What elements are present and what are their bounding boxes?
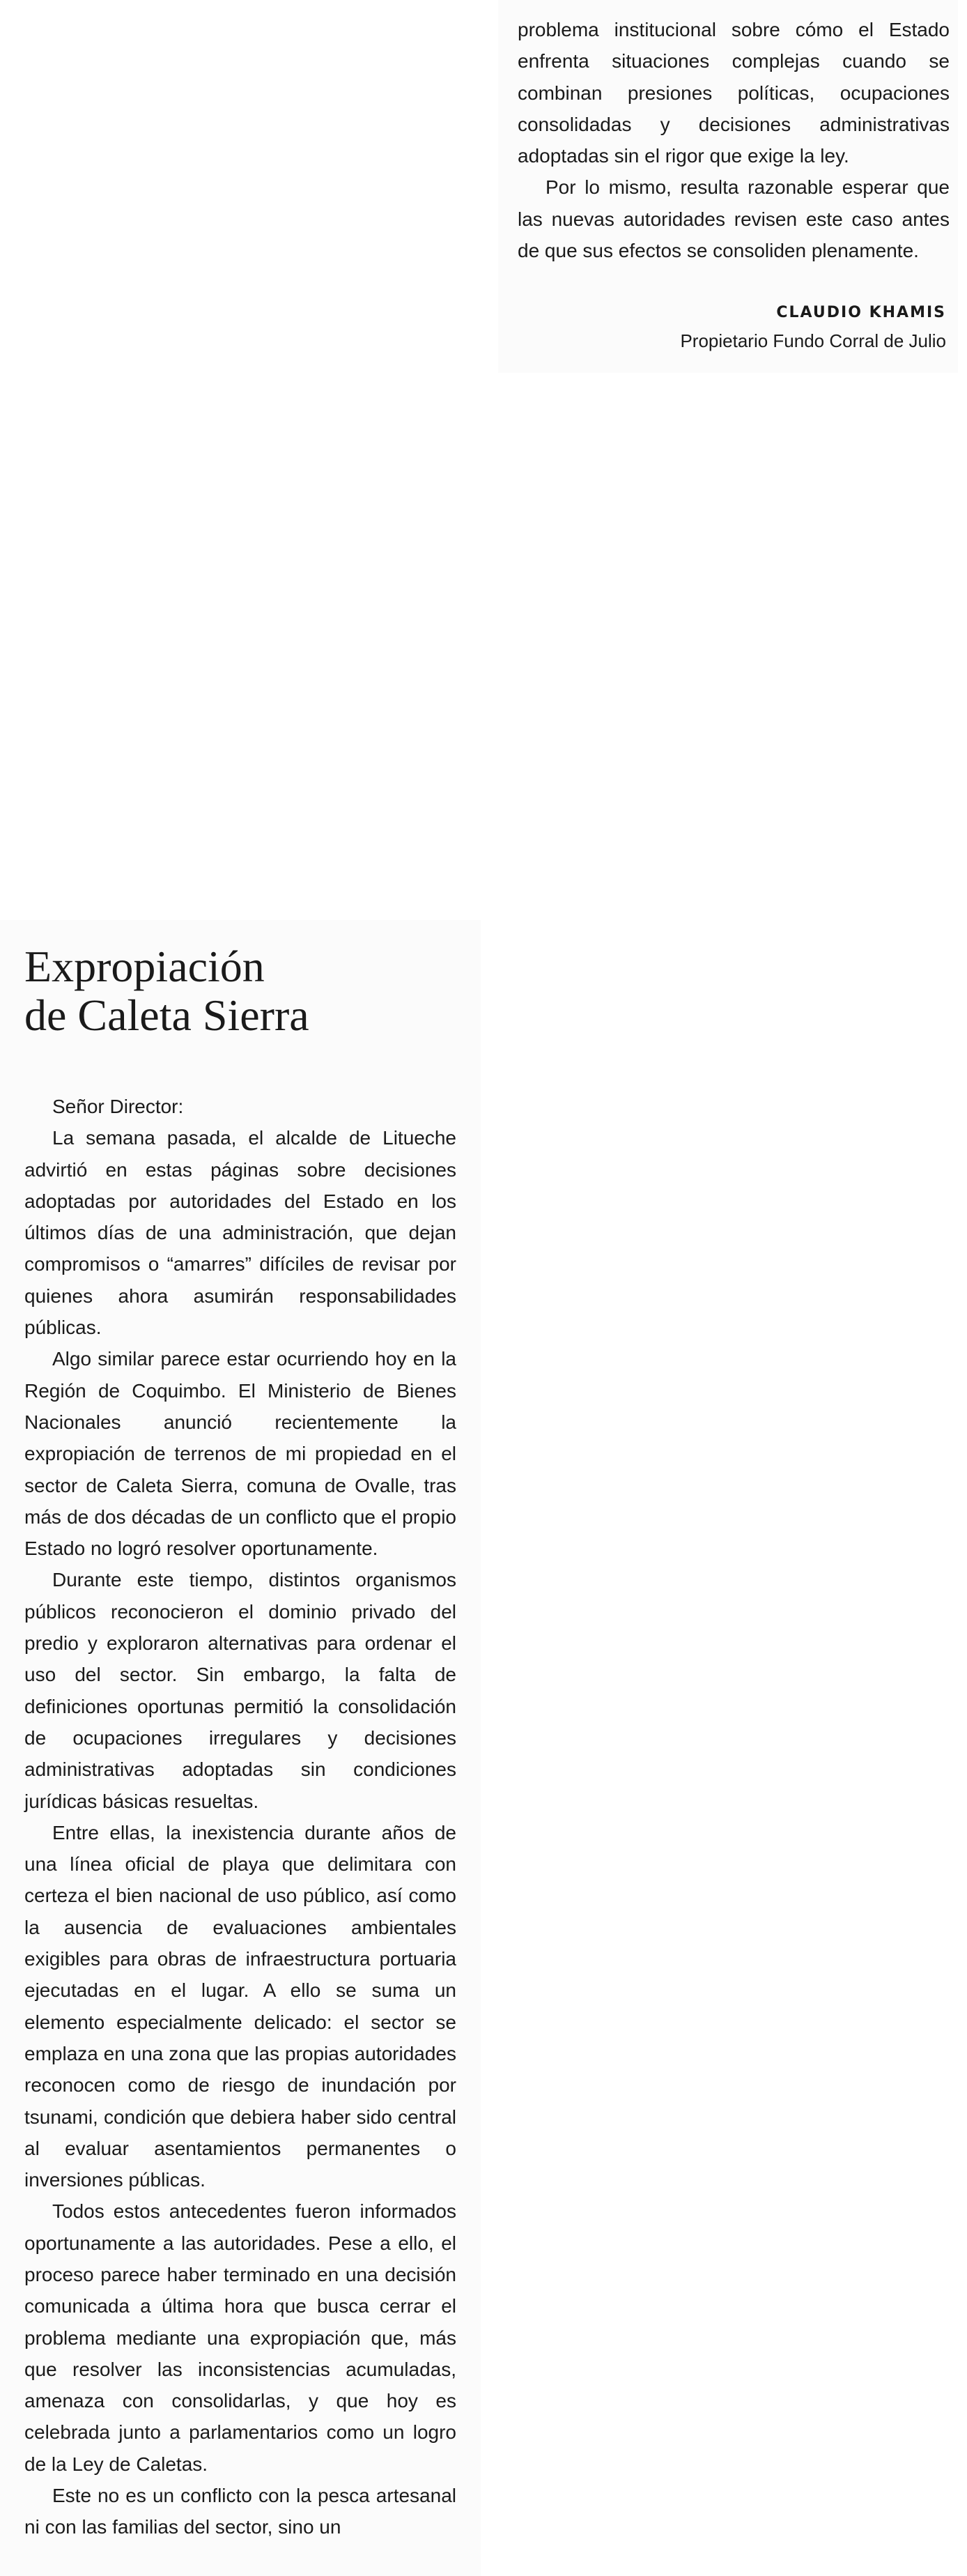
letter-paragraph: Este no es un conflicto con la pesca artesanal ni con las familias del sector, sino un bbox=[24, 2485, 456, 2538]
continued-letter-column bbox=[498, 0, 958, 373]
letter-body bbox=[24, 1091, 456, 2543]
letter-paragraph: Durante este tiempo, distintos organismos públicos reconocieron el dominio privado del predio y exploraron alternativas para ordenar el uso del sector. Sin embargo, la falta de definiciones oportunas permitió la consolidación de ocupaciones irregulares y decisiones administrativas adoptadas sin condiciones jurídicas básicas resueltas. bbox=[24, 1569, 456, 1812]
letter-signature bbox=[680, 300, 946, 355]
headline-line: Expropiación bbox=[24, 942, 265, 991]
letter-paragraph: La semana pasada, el alcalde de Litueche advirtió en estas páginas sobre decisiones adoptadas por autoridades del Estado en los últimos días de una administración, que dejan compromisos o “amarres” difíciles de revisar por quienes ahora asumirán responsabilidades públicas. bbox=[24, 1127, 456, 1339]
author-title: Propietario Fundo Corral de Julio bbox=[680, 330, 946, 351]
letter-article-column bbox=[0, 920, 481, 2576]
continued-paragraph: Por lo mismo, resulta razonable esperar que las nuevas autoridades revisen este caso antes de que sus efectos se consoliden plenamente. bbox=[518, 176, 950, 262]
author-name: CLAUDIO KHAMIS bbox=[776, 304, 946, 321]
letter-paragraph: Entre ellas, la inexistencia durante años de una línea oficial de playa que delimitara con certeza el bien nacional de uso público, así como la ausencia de evaluaciones ambientales exigibles para obras de infraestructura portuaria ejecutadas en el lugar. A ello se suma un elemento especialmente delicado: el sector se emplaza en una zona que las propias autoridades reconocen como de riesgo de inundación por tsunami, condición que debiera haber sido central al evaluar asentamientos permanentes o inversiones públicas. bbox=[24, 1821, 456, 2191]
headline-line: de Caleta Sierra bbox=[24, 990, 309, 1040]
article-headline bbox=[24, 942, 309, 1040]
letter-paragraph: Todos estos antecedentes fueron informados oportunamente a las autoridades. Pese a ello, el proceso parece haber terminado en una decisión comunicada a última hora que busca cerrar el problema mediante una expropiación que, más que resolver las inconsistencias acumuladas, amenaza con consolidarlas, y que hoy es celebrada junto a parlamentarios como un logro de la Ley de Caletas. bbox=[24, 2200, 456, 2475]
continued-letter-body bbox=[518, 14, 950, 266]
continued-paragraph: problema institucional sobre cómo el Estado enfrenta situaciones complejas cuando se combinan presiones políticas, ocupaciones consolidadas y decisiones administrativas adoptadas sin el rigor que exige la ley. bbox=[518, 19, 950, 167]
letter-paragraph: Algo similar parece estar ocurriendo hoy en la Región de Coquimbo. El Ministerio de Bienes Nacionales anunció recientemente la expropiación de terrenos de mi propiedad en el sector de Caleta Sierra, comuna de Ovalle, tras más de dos décadas de un conflicto que el propio Estado no logró resolver oportunamente. bbox=[24, 1348, 456, 1560]
letter-salutation: Señor Director: bbox=[52, 1096, 184, 1117]
